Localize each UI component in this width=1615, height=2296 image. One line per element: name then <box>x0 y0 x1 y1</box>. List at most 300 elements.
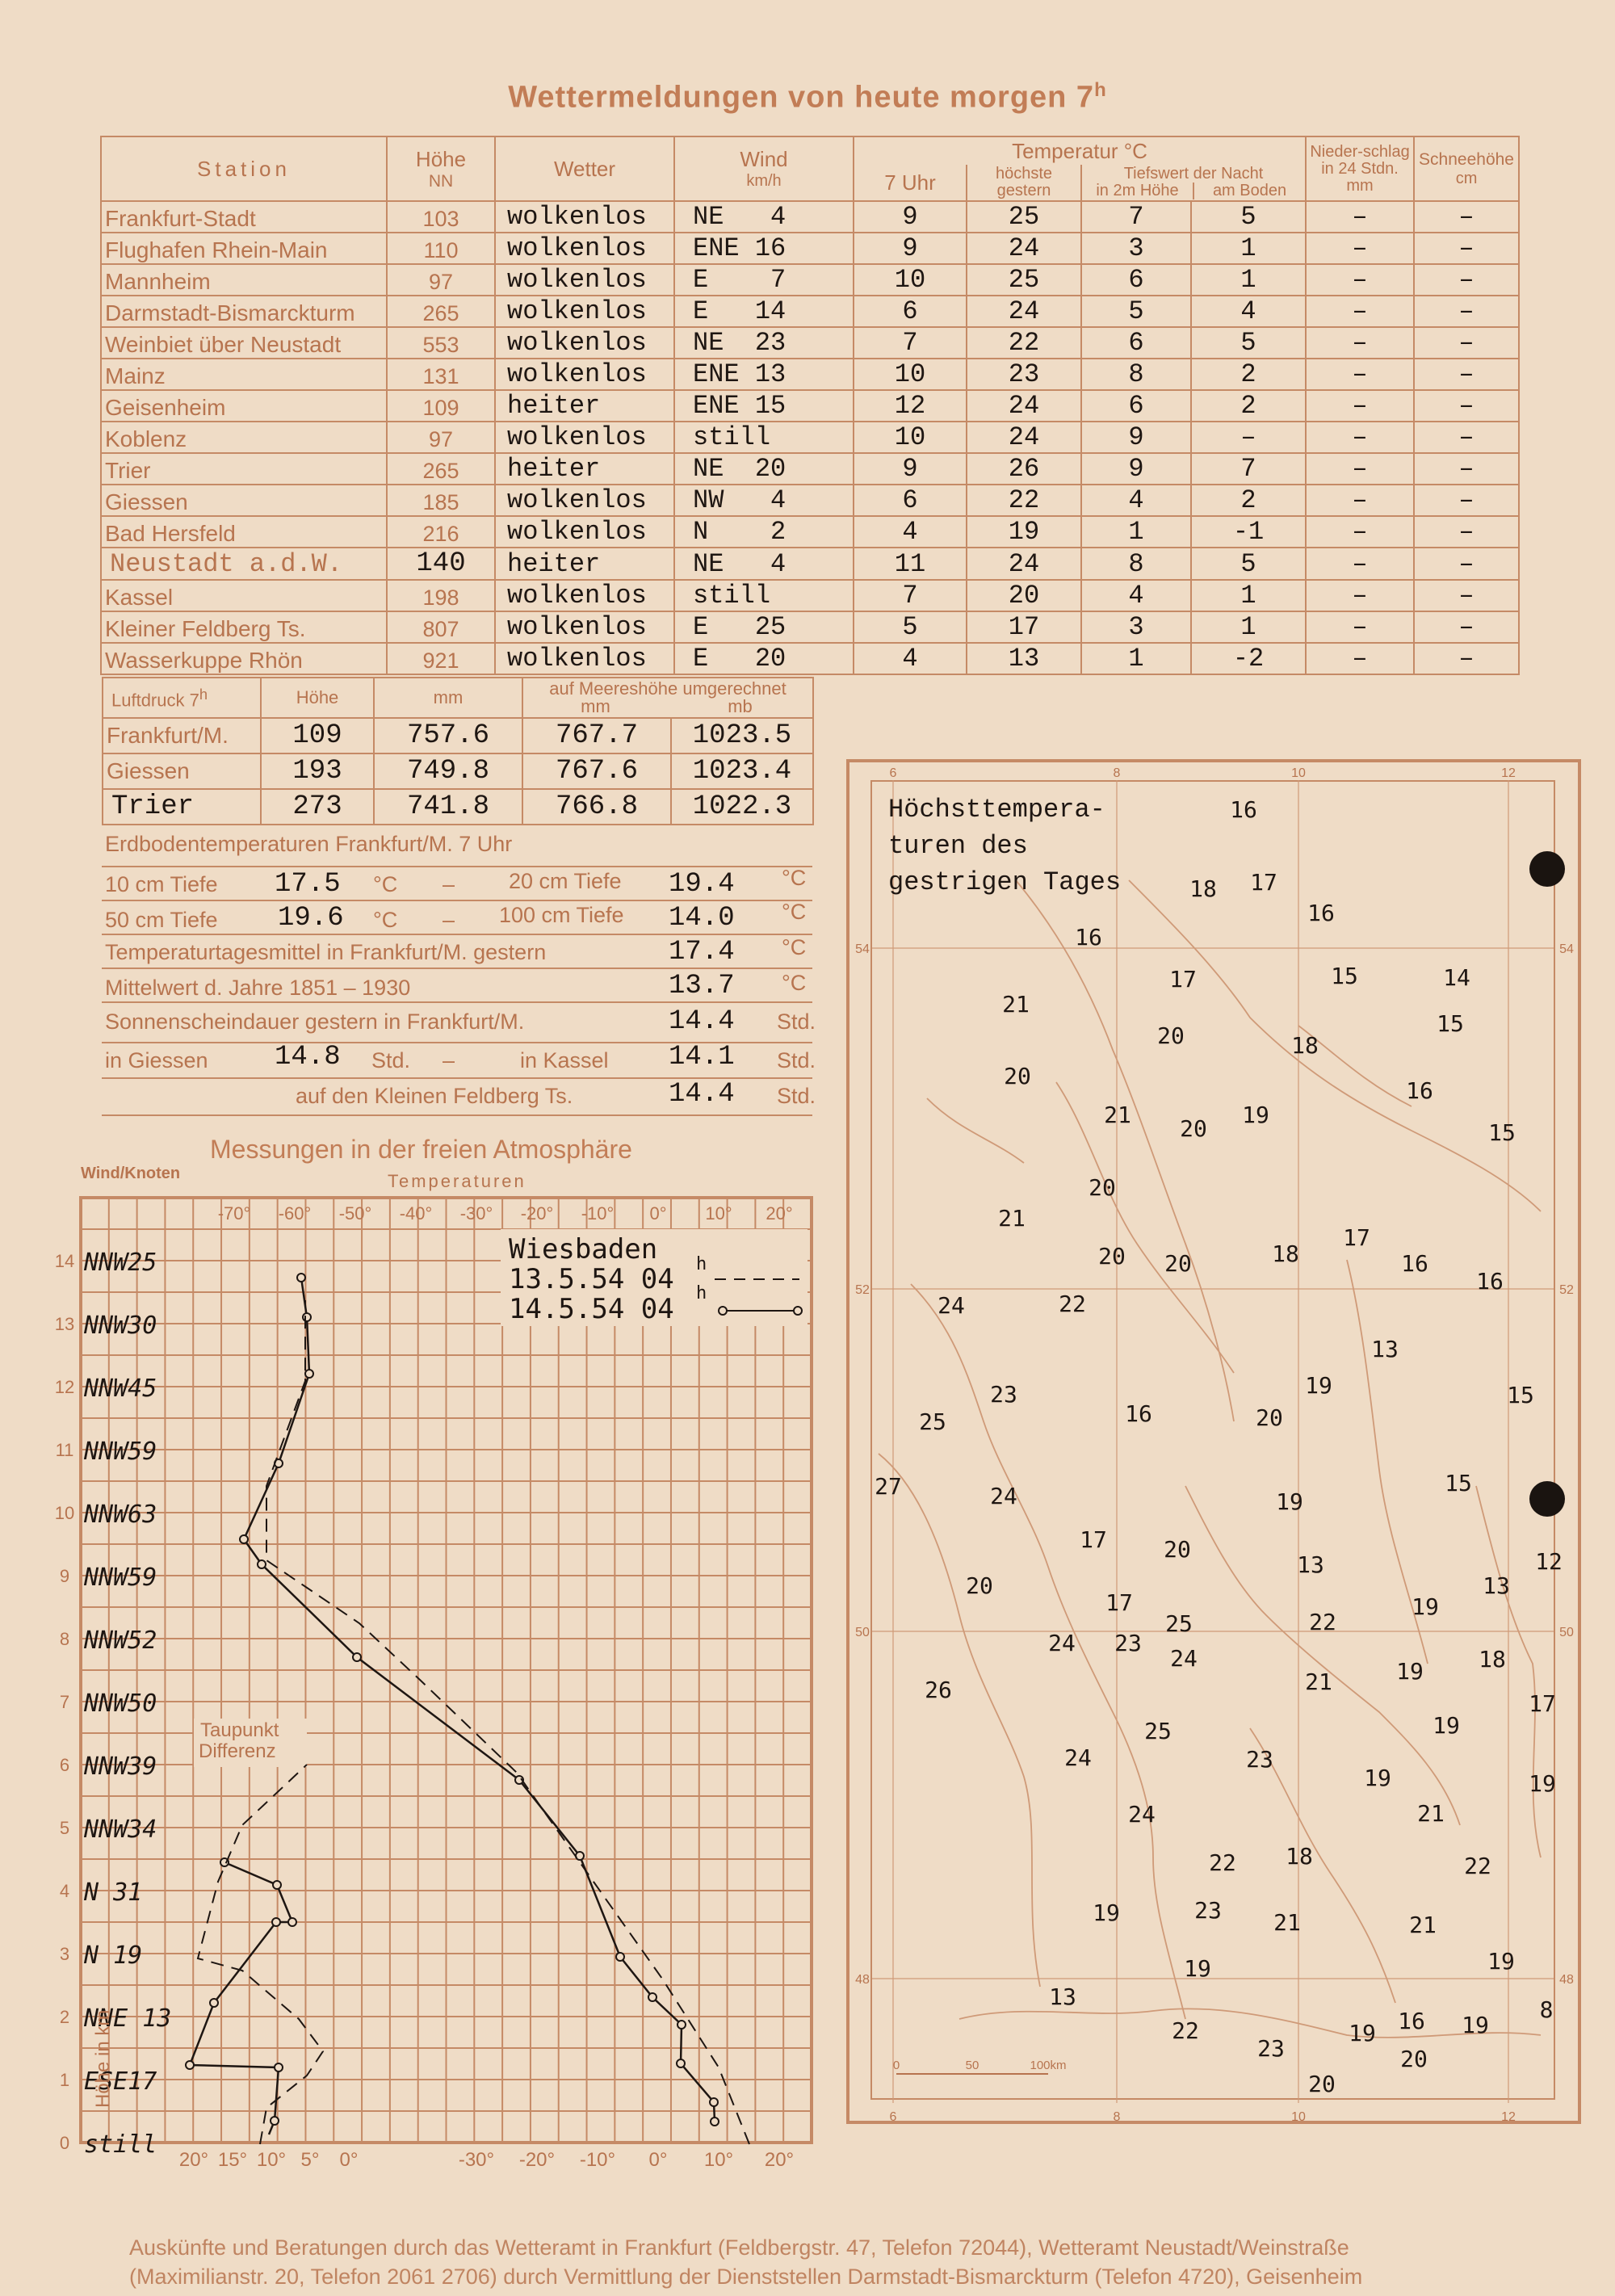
wind-value: NNW50 <box>84 1689 157 1718</box>
station-boden: 1 <box>1191 580 1306 611</box>
station-hoehe: 131 <box>387 359 495 390</box>
map-coord-label: 10 <box>1291 2110 1306 2124</box>
station-min2m: 1 <box>1081 643 1191 674</box>
map-temperature: 13 <box>1297 1551 1324 1578</box>
station-wetter: wolkenlos <box>495 516 674 548</box>
station-min2m: 3 <box>1081 233 1191 264</box>
map-temperature: 21 <box>998 1205 1026 1232</box>
map-temperature: 21 <box>1305 1668 1332 1695</box>
station-name: Frankfurt-Stadt <box>101 201 387 233</box>
station-hoehe: 185 <box>387 485 495 516</box>
top-tick-label: -20° <box>520 1203 554 1224</box>
station-name: Kassel <box>101 580 387 611</box>
map-coord-label: 12 <box>1501 2110 1516 2124</box>
pressure-mm_sea: 766.8 <box>522 789 671 825</box>
station-name: Trier <box>101 453 387 485</box>
temp-label: Temperaturen <box>388 1171 526 1191</box>
pressure-mb: 1023.5 <box>671 718 813 753</box>
height-tick-label: 14 <box>54 1251 75 1271</box>
station-max: 19 <box>967 516 1081 548</box>
station-hoehe: 198 <box>387 580 495 611</box>
unit-c: °C <box>782 900 807 924</box>
map-temperature: 19 <box>1349 2020 1376 2046</box>
map-temperature: 17 <box>1250 869 1277 896</box>
station-wind: still <box>674 580 854 611</box>
station-min2m: 4 <box>1081 580 1191 611</box>
station-row <box>101 548 1519 580</box>
map-temperature: 24 <box>990 1483 1017 1509</box>
punch-hole <box>1529 1481 1565 1517</box>
map-temperature: 18 <box>1189 875 1217 902</box>
aero-title: Messungen in der freien Atmosphäre <box>210 1135 632 1164</box>
giessen-label: in Giessen <box>105 1048 208 1072</box>
station-t7: 4 <box>854 643 967 674</box>
pressure-name: Giessen <box>103 753 261 789</box>
map-temperature: 18 <box>1286 1843 1313 1870</box>
map-temperature: 19 <box>1364 1765 1391 1791</box>
header-hoechste: höchste gestern <box>967 165 1081 201</box>
map-coord-label: 50 <box>855 1626 870 1639</box>
map-temperature: 24 <box>1064 1744 1092 1771</box>
map-temperature: 17 <box>1529 1690 1556 1717</box>
station-schnee: – <box>1414 453 1519 485</box>
station-hoehe: 140 <box>387 548 495 580</box>
station-wetter: wolkenlos <box>495 296 674 327</box>
station-boden: 2 <box>1191 485 1306 516</box>
station-t7: 9 <box>854 453 967 485</box>
station-table <box>100 136 1520 675</box>
pressure-hoehe: 109 <box>261 718 374 753</box>
map-title: Höchsttempera- turen des gestrigen Tages <box>888 795 1122 897</box>
station-wind: ENE 16 <box>674 233 854 264</box>
header-station: Station <box>101 136 387 201</box>
bottom-tick-label: -10° <box>579 2149 616 2171</box>
station-schnee: – <box>1414 611 1519 643</box>
map-temperature: 19 <box>1433 1712 1460 1739</box>
map-temperature: 19 <box>1462 2012 1489 2038</box>
station-name: Kleiner Feldberg Ts. <box>101 611 387 643</box>
giessen-value: 14.8 <box>275 1042 341 1072</box>
top-tick-label: -70° <box>217 1203 251 1224</box>
map-temperature: 19 <box>1305 1372 1332 1399</box>
map-temperature: 20 <box>1256 1404 1283 1431</box>
station-nied: – <box>1306 453 1414 485</box>
station-wind: E 25 <box>674 611 854 643</box>
map-temperature: 16 <box>1406 1077 1433 1104</box>
sonne-value: 14.4 <box>669 1006 735 1037</box>
station-boden: 4 <box>1191 296 1306 327</box>
station-max: 24 <box>967 390 1081 422</box>
station-min2m: 6 <box>1081 327 1191 359</box>
map-temperature: 23 <box>1246 1746 1273 1773</box>
station-hoehe: 97 <box>387 422 495 453</box>
wind-value: NNW52 <box>84 1627 157 1655</box>
station-wind: NE 23 <box>674 327 854 359</box>
footer-line-2: (Maximilianstr. 20, Telefon 2061 2706) durch Vermittlung der Dienststellen Darmstadt-Bismarckturm (Telefon 4720), Geisenheim <box>129 2265 1363 2289</box>
map-temperature: 25 <box>1165 1610 1193 1637</box>
station-boden: 1 <box>1191 611 1306 643</box>
map-temperature: 16 <box>1476 1268 1504 1295</box>
map-coord-label: 50 <box>1559 1626 1574 1639</box>
feldberg-value: 14.4 <box>669 1079 735 1110</box>
map-temperature: 19 <box>1396 1658 1424 1685</box>
station-t7: 11 <box>854 548 967 580</box>
map-temperature: 19 <box>1093 1899 1120 1926</box>
map-temperature: 13 <box>1483 1572 1510 1599</box>
dew-tick-label: 10° <box>256 2149 287 2171</box>
kassel-label: in Kassel <box>520 1048 609 1072</box>
map-temperature: 20 <box>1157 1022 1185 1049</box>
station-max: 24 <box>967 422 1081 453</box>
map-coord-label: 8 <box>1113 2110 1121 2124</box>
station-hoehe: 553 <box>387 327 495 359</box>
height-tick-label: 4 <box>59 1881 70 1901</box>
station-nied: – <box>1306 485 1414 516</box>
station-boden: 5 <box>1191 201 1306 233</box>
wind-value: NNW45 <box>84 1375 157 1403</box>
station-hoehe: 97 <box>387 264 495 296</box>
map-coord-label: 6 <box>889 2110 897 2124</box>
legend-h-2: h <box>696 1283 707 1303</box>
map-temperature: 22 <box>1209 1849 1236 1876</box>
station-nied: – <box>1306 516 1414 548</box>
map-temperature: 18 <box>1479 1646 1506 1673</box>
station-wetter: wolkenlos <box>495 580 674 611</box>
t10-value: 17.5 <box>275 869 341 900</box>
station-wetter: wolkenlos <box>495 201 674 233</box>
station-name: Flughafen Rhein-Main <box>101 233 387 264</box>
station-hoehe: 103 <box>387 201 495 233</box>
wind-label: Wind/Knoten <box>81 1165 181 1182</box>
station-wetter: wolkenlos <box>495 359 674 390</box>
top-tick-label: -60° <box>278 1203 312 1224</box>
wind-value: NNW30 <box>84 1312 157 1340</box>
sonne-label: Sonnenscheindauer gestern in Frankfurt/M. <box>105 1009 525 1034</box>
station-name: Darmstadt-Bismarckturm <box>101 296 387 327</box>
station-row <box>101 296 1519 327</box>
station-wetter: wolkenlos <box>495 611 674 643</box>
t100-label: 100 cm Tiefe <box>499 903 624 927</box>
map-temperature: 24 <box>1128 1801 1156 1828</box>
station-name: Mannheim <box>101 264 387 296</box>
station-nied: – <box>1306 422 1414 453</box>
station-wetter: wolkenlos <box>495 233 674 264</box>
map-temperature: 23 <box>990 1381 1017 1408</box>
pressure-mm: 757.6 <box>374 718 522 753</box>
temp-curve-14-5 <box>244 1278 715 2122</box>
station-schnee: – <box>1414 359 1519 390</box>
station-t7: 10 <box>854 264 967 296</box>
station-wind: N 2 <box>674 516 854 548</box>
pressure-mm_sea: 767.7 <box>522 718 671 753</box>
station-schnee: – <box>1414 485 1519 516</box>
wind-value: NNW59 <box>84 1438 157 1466</box>
wind-value: NNW59 <box>84 1564 157 1592</box>
wind-value: NNW39 <box>84 1752 157 1781</box>
map-coord-label: 52 <box>1559 1283 1574 1297</box>
header-hoehe: Höhe NN <box>387 136 495 201</box>
station-wind: ENE 15 <box>674 390 854 422</box>
station-schnee: – <box>1414 233 1519 264</box>
map-temperature: 21 <box>1104 1102 1131 1128</box>
map-temperature: 24 <box>1170 1645 1198 1672</box>
bottom-tick-label: -30° <box>458 2149 495 2171</box>
pressure-table <box>102 677 814 825</box>
station-min2m: 6 <box>1081 390 1191 422</box>
station-name: Wasserkuppe Rhön <box>101 643 387 674</box>
wind-value: N 31 <box>84 1878 143 1907</box>
height-tick-label: 7 <box>59 1692 70 1712</box>
map-temperature: 23 <box>1257 2035 1285 2062</box>
dew-tick-label: 0° <box>339 2149 359 2171</box>
station-boden: 2 <box>1191 359 1306 390</box>
pressure-hoehe: 273 <box>261 789 374 825</box>
t20-value: 19.4 <box>669 869 735 900</box>
station-hoehe: 109 <box>387 390 495 422</box>
aero-diagram <box>0 1179 840 2181</box>
map-temperature: 20 <box>1164 1536 1191 1563</box>
station-schnee: – <box>1414 201 1519 233</box>
map-temperature: 19 <box>1276 1488 1303 1515</box>
map-temperature: 20 <box>1164 1250 1192 1277</box>
map-temperature: 23 <box>1194 1897 1222 1924</box>
station-t7: 6 <box>854 296 967 327</box>
header-schneehoehe: Schneehöhe cm <box>1414 136 1519 201</box>
dew-tick-label: 15° <box>217 2149 248 2171</box>
map-coord-label: 48 <box>855 1973 870 1987</box>
map-temperature: 17 <box>1105 1589 1133 1616</box>
mittelwert-value: 13.7 <box>669 971 735 1001</box>
station-t7: 7 <box>854 580 967 611</box>
legend-h-1: h <box>696 1254 707 1274</box>
pressure-row <box>103 718 813 753</box>
station-max: 23 <box>967 359 1081 390</box>
pressure-name: Trier <box>103 789 261 825</box>
station-row <box>101 390 1519 422</box>
top-tick-label: 10° <box>705 1203 732 1224</box>
station-min2m: 9 <box>1081 422 1191 453</box>
pressure-name: Frankfurt/M. <box>103 718 261 753</box>
station-max: 22 <box>967 485 1081 516</box>
feldberg-label: auf den Kleinen Feldberg Ts. <box>296 1084 573 1108</box>
wind-value: N 19 <box>84 1941 143 1970</box>
map-temperature: 16 <box>1307 900 1335 926</box>
station-hoehe: 265 <box>387 453 495 485</box>
map-coord-label: 52 <box>855 1283 870 1297</box>
map-temperature: 25 <box>1144 1718 1172 1744</box>
wind-value: NNE 13 <box>84 2004 172 2033</box>
t10-label: 10 cm Tiefe <box>105 872 218 896</box>
top-tick-label: -10° <box>581 1203 615 1224</box>
header-wetter: Wetter <box>495 136 674 201</box>
map-temperature: 19 <box>1412 1593 1439 1620</box>
unit-std: Std. <box>777 1084 816 1108</box>
map-temperature: 21 <box>1273 1909 1301 1936</box>
station-min2m: 5 <box>1081 296 1191 327</box>
height-tick-label: 0 <box>59 2133 70 2153</box>
station-max: 24 <box>967 548 1081 580</box>
station-max: 26 <box>967 453 1081 485</box>
station-wetter: heiter <box>495 453 674 485</box>
map-temperature: 19 <box>1184 1955 1211 1982</box>
station-row <box>101 611 1519 643</box>
unit-std: Std. <box>777 1048 816 1072</box>
station-schnee: – <box>1414 548 1519 580</box>
station-boden: 1 <box>1191 233 1306 264</box>
station-t7: 10 <box>854 422 967 453</box>
map-temperature: 16 <box>1230 796 1257 823</box>
mittelwert-label: Mittelwert d. Jahre 1851 – 1930 <box>105 976 411 1000</box>
pressure-row <box>103 753 813 789</box>
pressure-mb: 1023.4 <box>671 753 813 789</box>
station-max: 13 <box>967 643 1081 674</box>
station-nied: – <box>1306 580 1414 611</box>
bottom-tick-label: -20° <box>518 2149 556 2171</box>
station-name: Weinbiet über Neustadt <box>101 327 387 359</box>
station-schnee: – <box>1414 643 1519 674</box>
map-temperature: 22 <box>1059 1291 1086 1317</box>
map-coord-label: 48 <box>1559 1973 1574 1987</box>
station-max: 24 <box>967 296 1081 327</box>
header-p-mm: mm <box>374 678 522 718</box>
map-temperature: 25 <box>919 1408 946 1435</box>
station-max: 20 <box>967 580 1081 611</box>
map-temperature: 24 <box>1048 1630 1076 1656</box>
map-coord-label: 54 <box>1559 942 1574 956</box>
map-temperature: 15 <box>1488 1119 1516 1146</box>
station-wetter: wolkenlos <box>495 327 674 359</box>
pressure-mm: 749.8 <box>374 753 522 789</box>
kassel-value: 14.1 <box>669 1042 735 1072</box>
pressure-mm: 741.8 <box>374 789 522 825</box>
map-temperature: 20 <box>1004 1063 1031 1089</box>
station-nied: – <box>1306 296 1414 327</box>
map-temperature: 22 <box>1309 1609 1336 1635</box>
unit-c: °C <box>373 908 398 932</box>
unit-c: °C <box>782 866 807 890</box>
station-t7: 9 <box>854 201 967 233</box>
station-hoehe: 110 <box>387 233 495 264</box>
map-temperature: 16 <box>1401 1250 1428 1277</box>
pressure-row <box>103 789 813 825</box>
header-7uhr: 7 Uhr <box>854 165 967 201</box>
station-row <box>101 422 1519 453</box>
station-wetter: wolkenlos <box>495 485 674 516</box>
station-wind: NE 20 <box>674 453 854 485</box>
map-temperature: 17 <box>1343 1224 1370 1251</box>
station-min2m: 4 <box>1081 485 1191 516</box>
top-tick-label: -50° <box>338 1203 372 1224</box>
station-boden: 5 <box>1191 327 1306 359</box>
map-temperature: 19 <box>1529 1770 1556 1797</box>
station-schnee: – <box>1414 296 1519 327</box>
map-temperature: 20 <box>1180 1115 1207 1142</box>
map-temperature: 21 <box>1002 991 1030 1018</box>
station-row <box>101 264 1519 296</box>
station-row <box>101 233 1519 264</box>
station-boden: -1 <box>1191 516 1306 548</box>
station-row <box>101 327 1519 359</box>
wind-value: NNW25 <box>84 1249 157 1277</box>
map-temperature: 15 <box>1445 1470 1472 1496</box>
map-temperature: 8 <box>1539 1996 1554 2023</box>
wind-value: NNW34 <box>84 1815 157 1844</box>
station-schnee: – <box>1414 580 1519 611</box>
temp-curve-13-5 <box>266 1300 749 2144</box>
unit-c: °C <box>373 872 398 896</box>
map-coord-label: 54 <box>855 942 870 956</box>
station-t7: 7 <box>854 327 967 359</box>
map-coord-label: 8 <box>1113 766 1121 780</box>
station-wetter: wolkenlos <box>495 264 674 296</box>
station-nied: – <box>1306 264 1414 296</box>
station-max: 25 <box>967 201 1081 233</box>
header-p-hoehe: Höhe <box>261 678 374 718</box>
header-luftdruck: Luftdruck 7$^h$ <box>103 678 261 718</box>
station-max: 22 <box>967 327 1081 359</box>
unit-c: °C <box>782 971 807 995</box>
legend-station: Wiesbaden <box>509 1233 658 1266</box>
station-schnee: – <box>1414 422 1519 453</box>
pressure-hoehe: 193 <box>261 753 374 789</box>
map-coord-label: 10 <box>1291 766 1306 780</box>
station-wetter: heiter <box>495 548 674 580</box>
map-temperature: 16 <box>1075 924 1102 951</box>
height-tick-label: 10 <box>54 1503 75 1523</box>
station-row <box>101 201 1519 233</box>
pressure-mm_sea: 767.6 <box>522 753 671 789</box>
t20-label: 20 cm Tiefe <box>509 869 622 893</box>
station-min2m: 3 <box>1081 611 1191 643</box>
map-temperature: 17 <box>1169 966 1197 993</box>
station-name: Neustadt a.d.W. <box>101 548 387 580</box>
station-row <box>101 453 1519 485</box>
map-temperature: 15 <box>1437 1010 1464 1037</box>
unit-std: Std. <box>371 1048 411 1072</box>
map-temperature: 14 <box>1443 964 1470 991</box>
t50-value: 19.6 <box>278 903 344 934</box>
station-min2m: 6 <box>1081 264 1191 296</box>
station-name: Giessen <box>101 485 387 516</box>
map-temperature: 18 <box>1272 1240 1299 1267</box>
tagesmittel-value: 17.4 <box>669 937 735 968</box>
station-row <box>101 516 1519 548</box>
station-boden: 2 <box>1191 390 1306 422</box>
top-tick-label: -40° <box>399 1203 433 1224</box>
map-temperature: 22 <box>1172 2017 1199 2044</box>
unit-c: °C <box>782 935 807 959</box>
station-wind: E 14 <box>674 296 854 327</box>
map-temperature: 24 <box>938 1292 965 1319</box>
top-tick-label: 0° <box>649 1203 667 1224</box>
station-max: 24 <box>967 233 1081 264</box>
station-row <box>101 580 1519 611</box>
station-t7: 4 <box>854 516 967 548</box>
map-temperature: 22 <box>1464 1853 1491 1879</box>
station-nied: – <box>1306 327 1414 359</box>
map-temperature: 19 <box>1242 1102 1269 1128</box>
unit-std: Std. <box>777 1009 816 1034</box>
station-wind: NW 4 <box>674 485 854 516</box>
station-boden: 5 <box>1191 548 1306 580</box>
station-t7: 6 <box>854 485 967 516</box>
map-temperature: 15 <box>1507 1382 1534 1408</box>
station-name: Geisenheim <box>101 390 387 422</box>
station-t7: 5 <box>854 611 967 643</box>
map-temperature: 13 <box>1049 1983 1076 2010</box>
station-min2m: 7 <box>1081 201 1191 233</box>
dew-tick-label: 20° <box>178 2149 209 2171</box>
